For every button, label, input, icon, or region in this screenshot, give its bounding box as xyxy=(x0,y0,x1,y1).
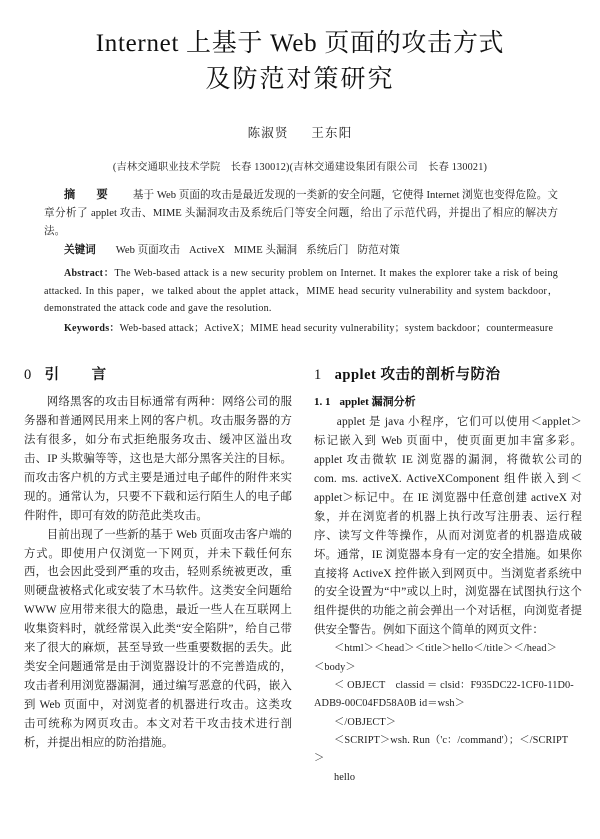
keywords-english xyxy=(44,320,558,337)
paper-title-line-2: 及防范对策研究 xyxy=(205,65,395,93)
subsection-number-1-1: 1. 1 xyxy=(314,396,331,409)
section-heading-1 xyxy=(314,363,582,384)
abstract-chinese xyxy=(44,186,558,240)
keywords-english-text: Web-based attack；ActiveX；MIME head security vulnerability；system backdoor；countermeasure xyxy=(119,322,554,334)
section-title-1: applet 攻击的剖析与防治 xyxy=(334,367,501,384)
section-heading-0 xyxy=(24,363,292,384)
keyword-cn-3: MIME 头漏洞 xyxy=(233,245,298,257)
keyword-cn-5: 防范对策 xyxy=(357,245,400,257)
abstract-english-label: Abstract： xyxy=(64,268,115,280)
code-line: ＜html＞＜head＞＜title＞hello＜/title＞＜/head＞ xyxy=(334,643,557,655)
keyword-cn-2: ActiveX xyxy=(188,245,225,257)
code-line: ＜SCRIPT＞wsh. Run（'c：/command'）；＜/SCRIPT xyxy=(334,734,569,746)
title-block xyxy=(24,26,576,97)
code-line: hello xyxy=(334,771,356,783)
code-line: ADB9-00C04FD58A0B id＝wsh＞ xyxy=(314,698,465,710)
subsection-title-1-1: applet 漏洞分析 xyxy=(339,396,416,409)
body-columns xyxy=(24,363,582,787)
code-line: ＜body＞ xyxy=(314,661,356,673)
abstract-english-text: The Web-based attack is a new security problem on Internet. It makes the explorer take a risk of being attacked. In this paper，we talked about the applet attack，MIME head security vulnerability and system backdoor，demonstrated the attack code and gave the resolution. xyxy=(44,268,558,314)
keywords-chinese-label: 关键词 xyxy=(64,245,96,257)
column-left xyxy=(24,363,292,753)
keyword-cn-1: Web 页面攻击 xyxy=(115,245,180,257)
paragraph-intro-1: 网络黑客的攻击目标通常有两种：网络公司的服务器和普通网民用来上网的客户机。攻击服务器的方法有很多，如分布式拒绝服务攻击、缓冲区溢出攻击、IP 头欺骗等等，这也是大部分黑客关注的目标。而攻击客户机的方式主要是通过电子邮件的附件来实现的。通常认为，只要不下载和运行陌生人的电子邮件附件，即可有效的防范此类攻击。 xyxy=(24,396,292,522)
keywords-chinese xyxy=(44,242,558,260)
abstract-chinese-text: 基于 Web 页面的攻击是最近发现的一类新的安全问题，它使得 Internet 浏览也变得危险。文章分析了 applet 攻击、MIME 头漏洞攻击及系统后门等安全问题，给出了示范代码，并提出了相应的解决方法。 xyxy=(44,190,558,237)
abstract-chinese-label: 摘 要 xyxy=(64,189,113,201)
paragraph-intro-2: 目前出现了一些新的基于 Web 页面攻击客户端的方式。即使用户仅浏览一下网页，并未下载任何东西，也会因此受到严重的攻击，轻则系统被更改，重则硬盘被格式化或安装了木马软件。这类安全问题给 WWW 应用带来很大的隐患，最近一些人在互联网上收集资料时，就经常误入此类“安全陷阱”，给自己带来了很大的麻烦，甚至导致一些重要数据的丢失。此类安全问题通常是由于浏览器设计的不完善造成的，攻击者利用浏览器漏洞，通过编写恶意的代码，嵌入到 Web 页面中，对浏览者的机器进行攻击。这类攻击可统称为网页攻击。本文对若干攻击技术进行剖析，并提出相应的防治措施。 xyxy=(24,528,292,749)
author-affiliation: (吉林交通职业技术学院 长春 130012)(吉林交通建设集团有限公司 长春 130021) xyxy=(112,162,488,173)
author-name-1: 陈淑贤 xyxy=(247,126,289,140)
paragraph-applet-1: applet 是 java 小程序，它们可以使用＜applet＞标记嵌入到 Web 页面中，使页面更加丰富多彩。applet 攻击微软 IE 浏览器的漏洞，将微软公司的 com. ms. activeX. ActiveXComponent 组件嵌入到＜applet＞标记中。在 IE 浏览器中任意创建 activeX 对象，并在浏览者的机器上执行改写注册表、运行程序、读写文件等操作，从而对浏览者的机器造成破坏。通常，IE 浏览器本身有一定的安全措施。如果你直接将 ActiveX 控件嵌入到网页中。当浏览者系统中的安全设置为“中”或以上时，浏览器在试图执行这个组件提供的功能之前会弹出一个对话框，向浏览者提供安全警告。例如下面这个简单的网页文件： xyxy=(314,416,582,637)
keyword-cn-4: 系统后门 xyxy=(306,245,349,257)
code-line: ＜ OBJECT classid ＝ clsid：F935DC22-1CF0-11D0- xyxy=(334,679,574,691)
keywords-english-label: Keywords： xyxy=(64,322,120,334)
code-line: ＜/OBJECT＞ xyxy=(334,716,397,728)
column-right xyxy=(314,363,582,787)
paper-title-line-1: Internet 上基于 Web 页面的攻击方式 xyxy=(95,30,505,57)
author-name-2: 王东阳 xyxy=(311,126,353,140)
subsection-heading-1-1 xyxy=(314,393,582,409)
section-number-1: 1 xyxy=(314,367,322,384)
code-line: ＞ xyxy=(314,753,325,765)
section-title-0: 引 言 xyxy=(44,367,116,384)
author-list xyxy=(24,123,576,141)
abstract-block xyxy=(24,186,576,337)
abstract-english xyxy=(44,265,558,317)
code-block xyxy=(314,640,582,787)
section-number-0: 0 xyxy=(24,367,32,384)
